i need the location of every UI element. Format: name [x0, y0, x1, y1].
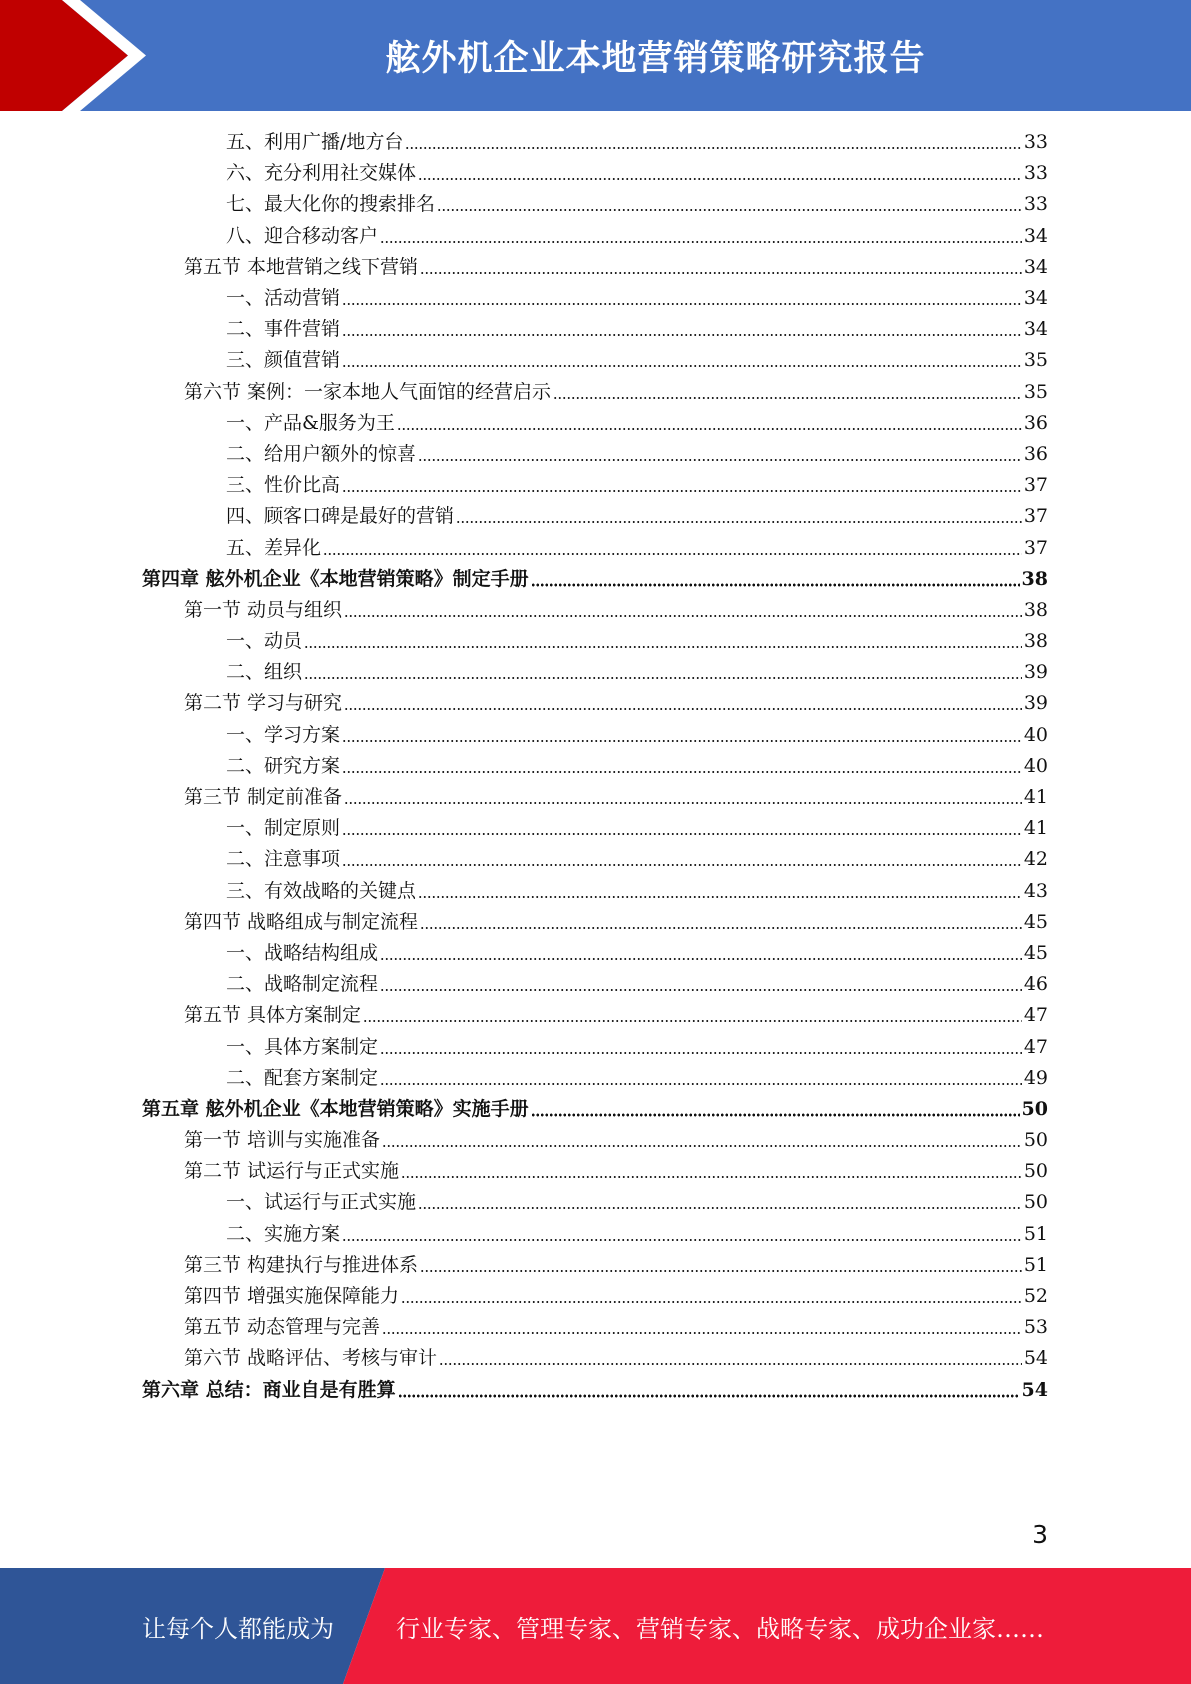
toc-entry-page: 38	[1023, 630, 1048, 653]
dot-leader	[342, 1223, 1022, 1242]
toc-entry-label: 一、战略结构组成	[226, 941, 379, 964]
toc-entry-item[interactable]	[142, 314, 1048, 345]
toc-entry-label: 第六章 总结：商业自是有胜算	[142, 1378, 396, 1401]
dot-leader	[344, 786, 1022, 805]
toc-entry-page: 34	[1023, 287, 1048, 310]
toc-entry-label: 一、动员	[226, 630, 303, 653]
toc-entry-page: 37	[1023, 505, 1048, 528]
toc-entry-page: 46	[1023, 973, 1048, 996]
toc-entry-page: 34	[1023, 318, 1048, 341]
toc-entry-label: 二、组织	[226, 661, 303, 684]
toc-entry-page: 50	[1023, 1160, 1048, 1183]
toc-entry-item[interactable]	[142, 938, 1048, 969]
dot-leader	[437, 193, 1022, 212]
toc-entry-section[interactable]	[142, 595, 1048, 626]
toc-entry-label: 八、迎合移动客户	[226, 224, 379, 247]
toc-entry-section[interactable]	[142, 377, 1048, 408]
toc-entry-page: 33	[1023, 131, 1048, 154]
toc-entry-page: 38	[1021, 567, 1048, 590]
toc-entry-label: 第二节 学习与研究	[184, 692, 343, 715]
toc-entry-page: 45	[1023, 910, 1048, 933]
toc-entry-label: 二、研究方案	[226, 754, 341, 777]
toc-entry-page: 37	[1023, 474, 1048, 497]
toc-entry-label: 二、给用户额外的惊喜	[226, 442, 417, 465]
toc-entry-section[interactable]	[142, 1250, 1048, 1281]
dot-leader	[304, 630, 1022, 649]
toc-entry-label: 第三节 制定前准备	[184, 786, 343, 809]
toc-entry-section[interactable]	[142, 688, 1048, 719]
footer-slogan-left: 让每个人都能成为	[142, 1614, 334, 1643]
dot-leader	[418, 880, 1022, 899]
dot-leader	[382, 1316, 1022, 1335]
toc-entry-page: 36	[1023, 442, 1048, 465]
dot-leader	[342, 848, 1022, 867]
dot-leader	[420, 1254, 1022, 1273]
toc-entry-section[interactable]	[142, 1000, 1048, 1031]
dot-leader	[342, 724, 1022, 743]
toc-entry-item[interactable]	[142, 127, 1048, 158]
toc-entry-page: 54	[1021, 1378, 1048, 1401]
toc-entry-item[interactable]	[142, 221, 1048, 252]
toc-entry-label: 一、活动营销	[226, 287, 341, 310]
toc-entry-page: 41	[1023, 786, 1048, 809]
toc-entry-page: 42	[1023, 848, 1048, 871]
toc-entry-label: 一、试运行与正式实施	[226, 1191, 417, 1214]
toc-entry-label: 一、学习方案	[226, 723, 341, 746]
dot-leader	[418, 443, 1022, 462]
toc-entry-section[interactable]	[142, 1125, 1048, 1156]
dot-leader	[382, 1129, 1022, 1148]
dot-leader	[398, 1379, 1020, 1398]
document-title: 舷外机企业本地营销策略研究报告	[385, 38, 926, 79]
dot-leader	[342, 349, 1022, 368]
toc-entry-item[interactable]	[142, 1031, 1048, 1062]
toc-entry-item[interactable]	[142, 532, 1048, 563]
toc-entry-label: 五、利用广播/地方台	[226, 131, 404, 154]
toc-entry-label: 第一节 动员与组织	[184, 598, 343, 621]
toc-entry-label: 第四章 舷外机企业《本地营销策略》制定手册	[142, 567, 529, 590]
toc-entry-label: 二、实施方案	[226, 1222, 341, 1245]
dot-leader	[553, 381, 1022, 400]
toc-entry-label: 第五节 动态管理与完善	[184, 1316, 381, 1339]
toc-entry-item[interactable]	[142, 283, 1048, 314]
toc-entry-label: 三、性价比高	[226, 474, 341, 497]
toc-entry-page: 47	[1023, 1004, 1048, 1027]
dot-leader	[380, 973, 1022, 992]
toc-entry-label: 一、制定原则	[226, 817, 341, 840]
dot-leader	[342, 755, 1022, 774]
dot-leader	[342, 817, 1022, 836]
toc-entry-page: 38	[1023, 598, 1048, 621]
toc-entry-label: 七、最大化你的搜索排名	[226, 193, 436, 216]
toc-entry-item[interactable]	[142, 657, 1048, 688]
dot-leader	[439, 1347, 1022, 1366]
toc-entry-page: 47	[1023, 1035, 1048, 1058]
toc-entry-item[interactable]	[142, 751, 1048, 782]
dot-leader	[344, 599, 1022, 618]
toc-entry-page: 50	[1023, 1191, 1048, 1214]
toc-entry-section[interactable]	[142, 1281, 1048, 1312]
toc-entry-item[interactable]	[142, 626, 1048, 657]
toc-entry-page: 49	[1023, 1066, 1048, 1089]
dot-leader	[344, 692, 1022, 711]
toc-entry-label: 第五节 具体方案制定	[184, 1004, 362, 1027]
toc-entry-item[interactable]	[142, 158, 1048, 189]
dot-leader	[380, 1036, 1022, 1055]
toc-entry-section[interactable]	[142, 1343, 1048, 1374]
dot-leader	[531, 568, 1020, 587]
dot-leader	[420, 911, 1022, 930]
toc-entry-section[interactable]	[142, 782, 1048, 813]
toc-entry-chapter[interactable]	[142, 564, 1048, 595]
toc-entry-label: 第三节 构建执行与推进体系	[184, 1253, 419, 1276]
toc-entry-page: 53	[1023, 1316, 1048, 1339]
dot-leader	[380, 1067, 1022, 1086]
toc-entry-label: 三、有效战略的关键点	[226, 879, 417, 902]
toc-entry-item[interactable]	[142, 470, 1048, 501]
toc-entry-page: 41	[1023, 817, 1048, 840]
toc-entry-page: 40	[1023, 754, 1048, 777]
toc-entry-page: 33	[1023, 193, 1048, 216]
dot-leader	[456, 505, 1022, 524]
dot-leader	[401, 1160, 1022, 1179]
dot-leader	[397, 412, 1022, 431]
toc-entry-item[interactable]	[142, 876, 1048, 907]
dot-leader	[342, 318, 1022, 337]
toc-entry-page: 34	[1023, 224, 1048, 247]
toc-entry-page: 52	[1023, 1285, 1048, 1308]
toc-entry-page: 40	[1023, 723, 1048, 746]
toc-entry-item[interactable]	[142, 501, 1048, 532]
toc-entry-item[interactable]	[142, 1219, 1048, 1250]
toc-entry-page: 35	[1023, 380, 1048, 403]
toc-entry-label: 六、充分利用社交媒体	[226, 162, 417, 185]
toc-entry-item[interactable]	[142, 969, 1048, 1000]
toc-entry-item[interactable]	[142, 844, 1048, 875]
toc-entry-page: 51	[1023, 1253, 1048, 1276]
toc-entry-item[interactable]	[142, 1063, 1048, 1094]
toc-entry-label: 第五节 本地营销之线下营销	[184, 255, 419, 278]
page-footer	[0, 1568, 1191, 1684]
toc-entry-item[interactable]	[142, 1187, 1048, 1218]
toc-entry-page: 39	[1023, 661, 1048, 684]
toc-entry-item[interactable]	[142, 439, 1048, 470]
toc-entry-label: 五、差异化	[226, 536, 322, 559]
page-number: 3	[1032, 1520, 1048, 1549]
table-of-contents	[142, 127, 1048, 1406]
dot-leader	[405, 131, 1021, 150]
toc-entry-label: 第六节 案例：一家本地人气面馆的经营启示	[184, 380, 552, 403]
dot-leader	[363, 1004, 1022, 1023]
toc-entry-label: 第六节 战略评估、考核与审计	[184, 1347, 438, 1370]
toc-entry-label: 一、具体方案制定	[226, 1035, 379, 1058]
toc-entry-label: 第四节 增强实施保障能力	[184, 1285, 400, 1308]
toc-entry-label: 四、顾客口碑是最好的营销	[226, 505, 455, 528]
dot-leader	[342, 474, 1022, 493]
toc-entry-section[interactable]	[142, 1156, 1048, 1187]
toc-entry-label: 第二节 试运行与正式实施	[184, 1160, 400, 1183]
toc-entry-label: 第五章 舷外机企业《本地营销策略》实施手册	[142, 1097, 529, 1120]
dot-leader	[304, 661, 1022, 680]
toc-entry-page: 34	[1023, 255, 1048, 278]
toc-entry-label: 二、配套方案制定	[226, 1066, 379, 1089]
dot-leader	[342, 287, 1022, 306]
toc-entry-page: 50	[1023, 1129, 1048, 1152]
toc-entry-page: 37	[1023, 536, 1048, 559]
dot-leader	[418, 1191, 1022, 1210]
toc-entry-label: 一、产品&服务为王	[226, 411, 395, 434]
dot-leader	[531, 1098, 1020, 1117]
page-header	[0, 0, 1191, 111]
toc-entry-page: 43	[1023, 879, 1048, 902]
toc-entry-item[interactable]	[142, 345, 1048, 376]
toc-entry-label: 第四节 战略组成与制定流程	[184, 910, 419, 933]
dot-leader	[380, 942, 1022, 961]
toc-entry-page: 45	[1023, 941, 1048, 964]
toc-entry-page: 39	[1023, 692, 1048, 715]
toc-entry-item[interactable]	[142, 408, 1048, 439]
dot-leader	[420, 256, 1022, 275]
toc-entry-page: 35	[1023, 349, 1048, 372]
toc-entry-label: 二、注意事项	[226, 848, 341, 871]
toc-entry-label: 二、战略制定流程	[226, 973, 379, 996]
toc-entry-page: 50	[1021, 1097, 1048, 1120]
footer-slogan-right: 行业专家、管理专家、营销专家、战略专家、成功企业家……	[396, 1614, 1044, 1643]
dot-leader	[380, 225, 1022, 244]
toc-entry-label: 二、事件营销	[226, 318, 341, 341]
toc-entry-section[interactable]	[142, 252, 1048, 283]
toc-entry-page: 54	[1023, 1347, 1048, 1370]
toc-entry-label: 三、颜值营销	[226, 349, 341, 372]
toc-entry-label: 第一节 培训与实施准备	[184, 1129, 381, 1152]
toc-entry-chapter[interactable]	[142, 1094, 1048, 1125]
toc-entry-section[interactable]	[142, 1312, 1048, 1343]
red-chevron-decoration	[0, 0, 160, 111]
dot-leader	[401, 1285, 1022, 1304]
toc-entry-item[interactable]	[142, 189, 1048, 220]
dot-leader	[418, 162, 1022, 181]
toc-entry-page: 33	[1023, 162, 1048, 185]
toc-entry-page: 36	[1023, 411, 1048, 434]
toc-entry-section[interactable]	[142, 907, 1048, 938]
toc-entry-page: 51	[1023, 1222, 1048, 1245]
toc-entry-item[interactable]	[142, 720, 1048, 751]
toc-entry-item[interactable]	[142, 813, 1048, 844]
dot-leader	[323, 537, 1022, 556]
toc-entry-chapter[interactable]	[142, 1375, 1048, 1406]
